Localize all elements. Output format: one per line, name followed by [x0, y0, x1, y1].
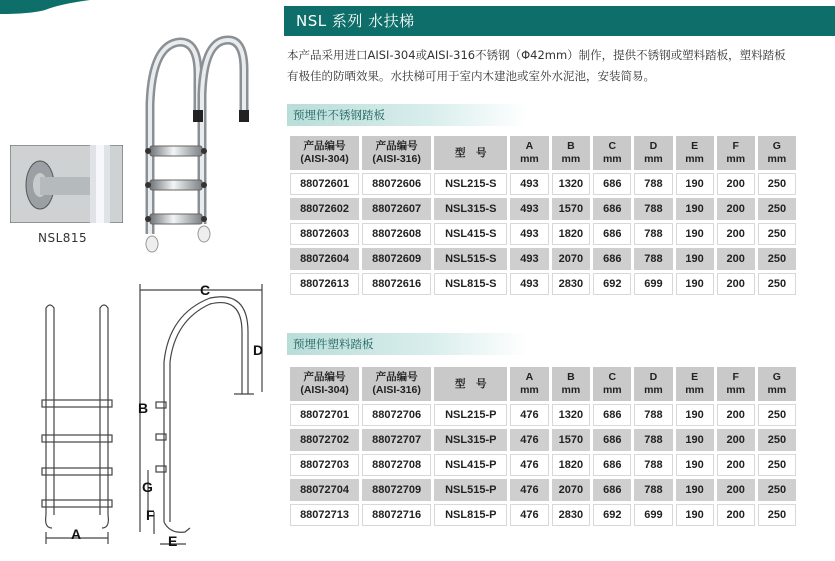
intro-line: 本产品采用进口AISI-304或AISI-316不锈钢（Φ42mm）制作，提供不锈钢或塑料踏板，塑料踏板 — [287, 48, 786, 62]
column-header-line1: C — [608, 371, 617, 383]
dimension-b-label: B — [138, 400, 149, 416]
column-header-line1: B — [567, 140, 575, 152]
table-header-row — [290, 367, 796, 401]
table-cell: 788 — [634, 429, 672, 451]
table-cell: 200 — [717, 404, 755, 426]
column-header — [510, 136, 548, 170]
table-cell: 1320 — [552, 173, 591, 195]
dimension-a-label: A — [71, 526, 82, 542]
column-header-line1: 产品编号 — [375, 140, 418, 152]
table-cell: 788 — [634, 479, 672, 501]
column-header — [362, 367, 431, 401]
table-cell: 686 — [593, 404, 631, 426]
section-label-stainless: 预埋件不锈钢踏板 — [287, 104, 527, 126]
table-cell: 190 — [676, 454, 714, 476]
column-header-line1: G — [772, 371, 781, 383]
table-cell: 200 — [717, 198, 755, 220]
table-cell: 699 — [634, 504, 672, 526]
column-header-line1: 产品编号 — [303, 140, 346, 152]
column-header-line2: (AISI-316) — [372, 384, 421, 396]
column-header — [717, 367, 755, 401]
column-header — [676, 367, 714, 401]
page-title: NSL 系列 水扶梯 — [284, 6, 835, 36]
column-header-line2: mm — [726, 153, 746, 165]
column-header — [676, 136, 714, 170]
table-cell: 692 — [593, 504, 631, 526]
table-cell: 190 — [676, 504, 714, 526]
table-cell: 200 — [717, 248, 755, 270]
column-header-line2: mm — [644, 153, 663, 165]
table-cell: 190 — [676, 198, 714, 220]
table-row — [290, 173, 796, 195]
table-cell: NSL815-S — [434, 273, 507, 295]
table-cell: 88072603 — [290, 223, 359, 245]
table-cell: 190 — [676, 273, 714, 295]
column-header — [290, 136, 359, 170]
column-header — [434, 367, 507, 401]
table-cell: 686 — [593, 223, 631, 245]
column-header-line2: mm — [685, 384, 704, 396]
table-cell: 190 — [676, 248, 714, 270]
table-cell: 686 — [593, 479, 631, 501]
table-cell: 493 — [510, 273, 548, 295]
column-header — [593, 136, 631, 170]
ladder-photo — [140, 34, 250, 262]
column-header-line2: mm — [561, 384, 581, 396]
dimension-g-label: G — [142, 479, 153, 495]
table-cell: NSL515-S — [434, 248, 507, 270]
column-header-line2: (AISI-316) — [372, 153, 421, 165]
table-cell: 88072613 — [290, 273, 359, 295]
table-cell: 476 — [510, 454, 548, 476]
table-cell: 788 — [634, 248, 672, 270]
table-row — [290, 454, 796, 476]
table-cell: 2070 — [552, 248, 591, 270]
intro-paragraph — [287, 45, 835, 87]
column-header-line1: A — [525, 140, 534, 152]
table-cell: 476 — [510, 479, 548, 501]
column-header-line2: mm — [602, 384, 622, 396]
table-cell: 88072607 — [362, 198, 431, 220]
spec-table-plastic — [287, 364, 799, 529]
table-row — [290, 223, 796, 245]
table-cell: 88072708 — [362, 454, 431, 476]
column-header-line2: (AISI-304) — [300, 153, 349, 165]
table-cell: NSL315-S — [434, 198, 507, 220]
table-cell: 88072602 — [290, 198, 359, 220]
table-cell: 200 — [717, 504, 755, 526]
table-cell: 692 — [593, 273, 631, 295]
table-cell: NSL815-P — [434, 504, 507, 526]
column-header — [593, 367, 631, 401]
column-header — [552, 367, 591, 401]
column-header — [717, 136, 755, 170]
dimension-d-label: D — [253, 342, 264, 358]
table-cell: 88072702 — [290, 429, 359, 451]
table-cell: 200 — [717, 429, 755, 451]
column-header — [634, 136, 672, 170]
table-cell: 1820 — [552, 223, 591, 245]
table-cell: 190 — [676, 173, 714, 195]
table-cell: 190 — [676, 223, 714, 245]
table-cell: 88072706 — [362, 404, 431, 426]
table-row — [290, 248, 796, 270]
intro-line: 有极佳的防晒效果。水扶梯可用于室内木建池或室外水泥池，安装简易。 — [287, 69, 655, 83]
table-cell: 200 — [717, 479, 755, 501]
column-header-line2: mm — [726, 384, 746, 396]
table-cell: 88072713 — [290, 504, 359, 526]
column-header — [362, 136, 431, 170]
table-cell: 88072701 — [290, 404, 359, 426]
table-cell: 88072703 — [290, 454, 359, 476]
table-cell: 686 — [593, 198, 631, 220]
table-row — [290, 504, 796, 526]
table-cell: 88072606 — [362, 173, 431, 195]
table-cell: 1320 — [552, 404, 591, 426]
column-header — [552, 136, 591, 170]
dimension-c-label: C — [200, 282, 211, 298]
table-cell: 493 — [510, 198, 548, 220]
table-cell: 250 — [758, 479, 796, 501]
column-header-line1: F — [732, 371, 739, 383]
column-header-line1: C — [608, 140, 617, 152]
column-header-line2: mm — [520, 384, 539, 396]
column-header-line1: 型 号 — [455, 146, 487, 159]
table-cell: 686 — [593, 173, 631, 195]
table-cell: 493 — [510, 223, 548, 245]
table-cell: 250 — [758, 173, 796, 195]
table-row — [290, 404, 796, 426]
product-model-label: NSL815 — [38, 231, 88, 245]
ladder-front-view-diagram — [28, 300, 128, 545]
column-header-line2: (AISI-304) — [300, 384, 349, 396]
table-cell: 2830 — [552, 273, 591, 295]
table-row — [290, 479, 796, 501]
table-cell: 88072704 — [290, 479, 359, 501]
column-header — [758, 136, 796, 170]
table-cell: 88072601 — [290, 173, 359, 195]
column-header-line1: A — [525, 371, 534, 383]
table-cell: 190 — [676, 404, 714, 426]
table-cell: 200 — [717, 454, 755, 476]
table-cell: 88072709 — [362, 479, 431, 501]
table-cell: 493 — [510, 173, 548, 195]
table-cell: 476 — [510, 404, 548, 426]
table-cell: 250 — [758, 429, 796, 451]
table-cell: 88072609 — [362, 248, 431, 270]
table-cell: 88072707 — [362, 429, 431, 451]
table-cell: 493 — [510, 248, 548, 270]
table-cell: 250 — [758, 223, 796, 245]
column-header-line2: mm — [602, 153, 622, 165]
table-cell: 250 — [758, 198, 796, 220]
column-header-line1: D — [649, 140, 658, 152]
table-cell: 200 — [717, 273, 755, 295]
corner-swoosh-graphic — [0, 0, 90, 14]
table-cell: 250 — [758, 248, 796, 270]
table-cell: 686 — [593, 454, 631, 476]
column-header-line2: mm — [685, 153, 704, 165]
table-cell: 788 — [634, 454, 672, 476]
column-header-line1: G — [772, 140, 781, 152]
dimension-e-label: E — [168, 533, 178, 549]
table-cell: NSL515-P — [434, 479, 507, 501]
table-row — [290, 273, 796, 295]
flange-detail-photo — [10, 145, 123, 223]
table-cell: 1820 — [552, 454, 591, 476]
table-cell: 788 — [634, 223, 672, 245]
table-cell: 686 — [593, 429, 631, 451]
column-header-line2: mm — [767, 153, 787, 165]
table-cell: 88072616 — [362, 273, 431, 295]
column-header — [758, 367, 796, 401]
table-cell: 250 — [758, 454, 796, 476]
column-header-line1: 型 号 — [455, 377, 487, 390]
table-cell: NSL215-P — [434, 404, 507, 426]
column-header-line1: F — [732, 140, 739, 152]
table-cell: 2070 — [552, 479, 591, 501]
table-cell: 88072716 — [362, 504, 431, 526]
column-header-line2: mm — [561, 153, 581, 165]
column-header-line2: mm — [767, 384, 787, 396]
table-cell: 200 — [717, 223, 755, 245]
table-cell: 250 — [758, 404, 796, 426]
table-cell: 476 — [510, 429, 548, 451]
table-cell: 200 — [717, 173, 755, 195]
table-cell: 190 — [676, 429, 714, 451]
column-header-line1: B — [567, 371, 575, 383]
table-cell: 788 — [634, 404, 672, 426]
table-header-row — [290, 136, 796, 170]
column-header-line1: 产品编号 — [375, 371, 418, 383]
table-cell: NSL415-S — [434, 223, 507, 245]
dimension-f-label: F — [146, 507, 155, 523]
table-cell: 788 — [634, 198, 672, 220]
column-header — [634, 367, 672, 401]
column-header — [510, 367, 548, 401]
table-row — [290, 429, 796, 451]
spec-table-stainless — [287, 133, 799, 298]
column-header-line1: E — [691, 371, 699, 383]
table-cell: 88072604 — [290, 248, 359, 270]
table-cell: 699 — [634, 273, 672, 295]
table-cell: 190 — [676, 479, 714, 501]
table-cell: 476 — [510, 504, 548, 526]
table-row — [290, 198, 796, 220]
section-label-plastic: 预埋件塑料踏板 — [287, 333, 527, 355]
table-cell: NSL215-S — [434, 173, 507, 195]
table-cell: 788 — [634, 173, 672, 195]
column-header-line2: mm — [644, 384, 663, 396]
table-cell: 88072608 — [362, 223, 431, 245]
column-header-line1: 产品编号 — [303, 371, 346, 383]
table-cell: 250 — [758, 504, 796, 526]
column-header — [290, 367, 359, 401]
table-cell: 686 — [593, 248, 631, 270]
table-cell: NSL415-P — [434, 454, 507, 476]
table-cell: 1570 — [552, 429, 591, 451]
table-cell: 250 — [758, 273, 796, 295]
table-cell: NSL315-P — [434, 429, 507, 451]
column-header-line2: mm — [520, 153, 539, 165]
column-header — [434, 136, 507, 170]
table-cell: 1570 — [552, 198, 591, 220]
column-header-line1: D — [649, 371, 658, 383]
table-cell: 2830 — [552, 504, 591, 526]
column-header-line1: E — [691, 140, 699, 152]
